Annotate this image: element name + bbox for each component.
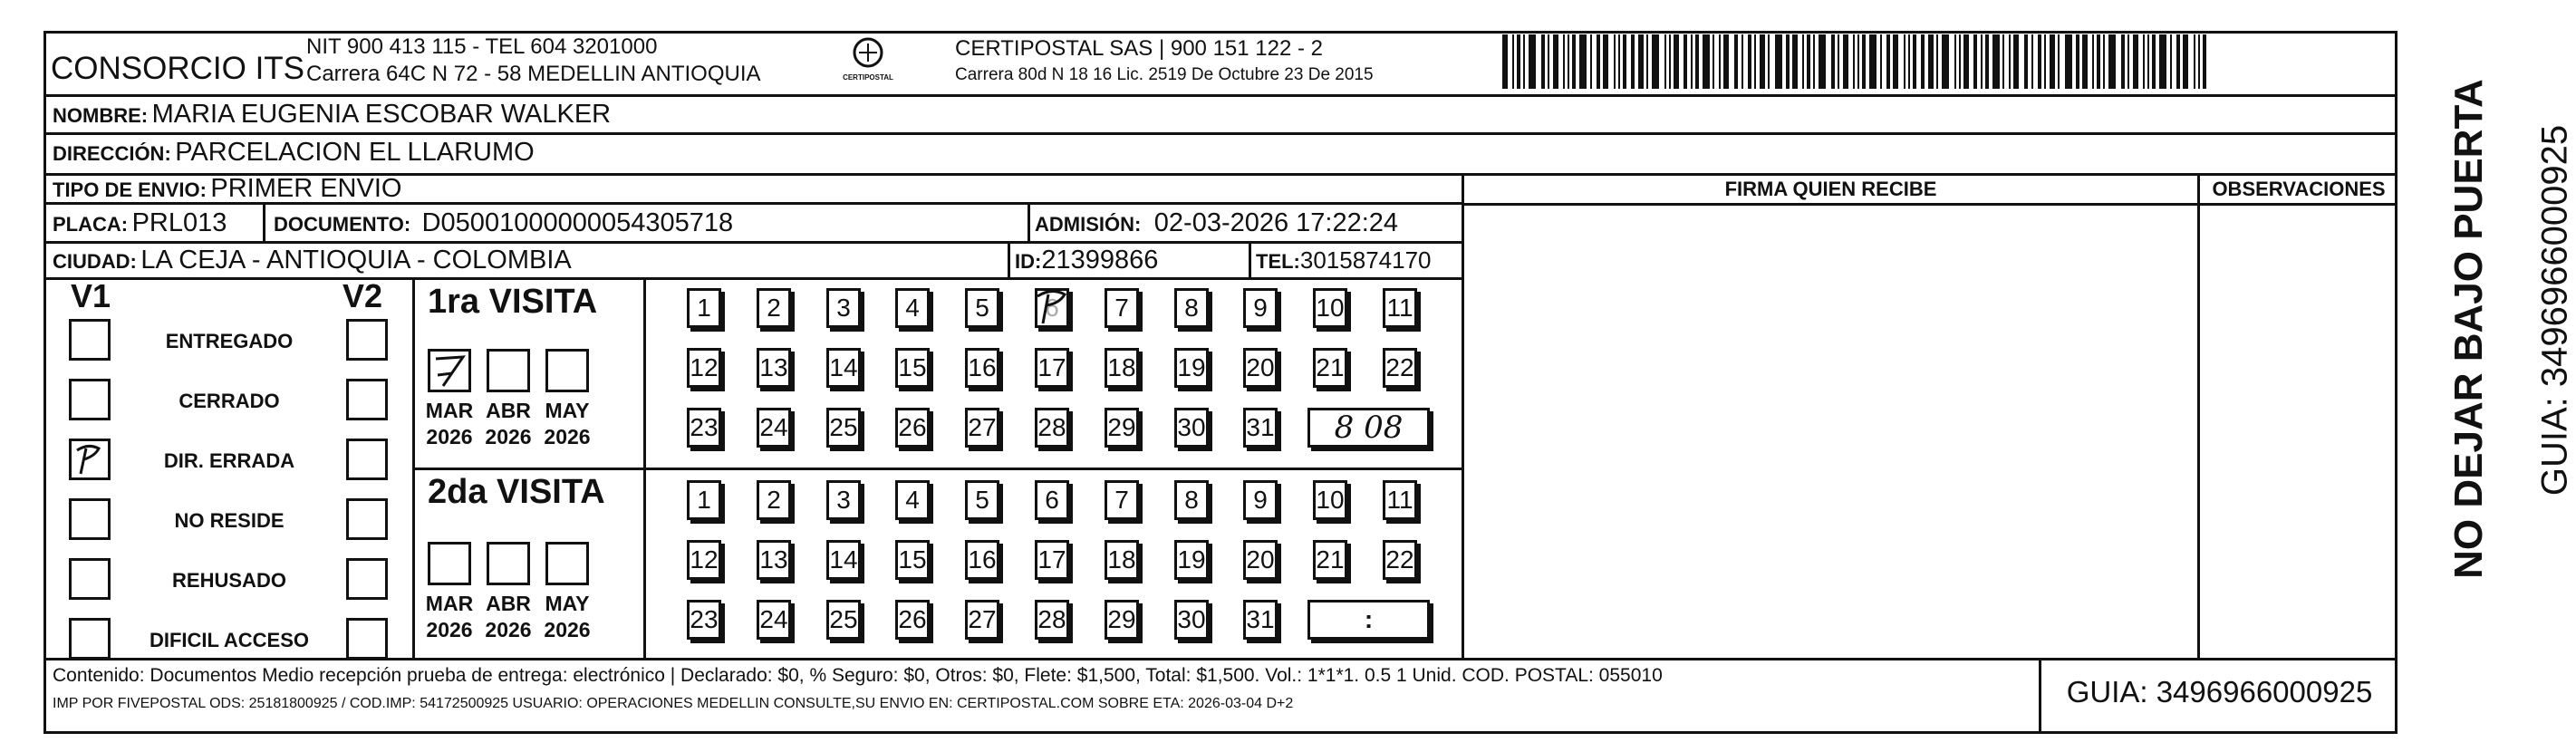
day-box[interactable]: 25 <box>826 408 861 448</box>
day-box[interactable]: 19 <box>1174 540 1209 580</box>
v2-label: V2 <box>343 277 383 314</box>
observaciones-header: OBSERVACIONES <box>2212 178 2386 200</box>
nombre-field <box>53 96 611 137</box>
day-box[interactable]: 15 <box>895 540 930 580</box>
day-box[interactable]: 20 <box>1243 348 1278 388</box>
status-label: DIR. ERRADA <box>163 449 295 472</box>
direccion-field <box>53 134 535 175</box>
ciudad-value: LA CEJA - ANTIOQUIA - COLOMBIA <box>140 246 572 275</box>
handwritten-mark-icon <box>430 352 468 390</box>
tipo-field <box>53 172 401 209</box>
day-box[interactable]: 30 <box>1174 408 1209 448</box>
day-box[interactable]: 1 <box>687 288 721 328</box>
day-box[interactable]: 25 <box>826 600 861 640</box>
month-label: MAY 2026 <box>544 592 591 641</box>
first-visit-time-box[interactable]: 8 08 <box>1307 408 1430 448</box>
day-box[interactable]: 4 <box>895 288 930 328</box>
day-box[interactable]: 27 <box>965 408 999 448</box>
placa-divider <box>263 203 265 241</box>
id-divider <box>1008 241 1010 277</box>
day-box[interactable]: 12 <box>687 348 721 388</box>
ciudad-field <box>53 243 572 282</box>
first-visit-title: 1ra VISITA <box>428 283 598 321</box>
day-box[interactable]: 22 <box>1383 348 1417 388</box>
tel-divider <box>1249 241 1251 277</box>
placa-value: PRL013 <box>131 208 227 237</box>
second-visit-time-box[interactable]: : <box>1307 600 1430 640</box>
id-field <box>1015 243 1158 282</box>
v1-checkbox[interactable] <box>69 498 111 540</box>
id-label: ID: <box>1015 250 1042 273</box>
footer-guia: GUIA: 3496966000925 <box>2066 675 2373 709</box>
v2-checkbox[interactable] <box>346 498 388 540</box>
day-box[interactable]: 24 <box>757 408 791 448</box>
month-label: ABR 2026 <box>485 399 532 448</box>
day-box[interactable]: 29 <box>1105 408 1139 448</box>
header-company-line1: NIT 900 413 115 - TEL 604 3201000 <box>306 34 658 59</box>
day-box[interactable]: 23 <box>687 600 721 640</box>
v2-checkbox[interactable] <box>346 379 388 420</box>
v1-checkbox[interactable] <box>69 558 111 600</box>
day-box[interactable]: 23 <box>687 408 721 448</box>
tel-value: 3015874170 <box>1299 246 1432 274</box>
month-label: MAR 2026 <box>425 399 474 448</box>
day-box[interactable]: 16 <box>965 540 999 580</box>
admision-divider <box>1028 203 1030 241</box>
col-line-obs <box>2197 173 2200 658</box>
v2-checkbox[interactable] <box>346 558 388 600</box>
day-box[interactable]: 6 <box>1035 288 1069 328</box>
day-box[interactable]: 8 <box>1174 480 1209 520</box>
status-row <box>43 317 410 371</box>
logo-text: CERTIPOSTAL <box>843 73 893 82</box>
day-box[interactable]: 31 <box>1243 408 1278 448</box>
day-box[interactable]: 13 <box>757 348 791 388</box>
day-box[interactable]: 19 <box>1174 348 1209 388</box>
v1-checkbox[interactable] <box>69 319 111 361</box>
id-value: 21399866 <box>1041 246 1159 275</box>
tel-label: TEL: <box>1256 250 1300 273</box>
day-box[interactable]: 9 <box>1243 288 1278 328</box>
day-box[interactable]: 14 <box>826 540 861 580</box>
status-label: NO RESIDE <box>174 509 285 532</box>
side-text <box>2410 36 2575 652</box>
day-box[interactable]: 20 <box>1243 540 1278 580</box>
day-box[interactable]: 18 <box>1105 540 1139 580</box>
day-box[interactable]: 28 <box>1035 408 1069 448</box>
status-row <box>43 377 410 431</box>
side-guia: GUIA: 3496966000925 <box>2534 124 2575 497</box>
day-box[interactable]: 27 <box>965 600 999 640</box>
documento-value: D05001000000054305718 <box>421 208 734 237</box>
status-label: REHUSADO <box>172 569 286 592</box>
header-carrier-line2: Carrera 80d N 18 16 Lic. 2519 De Octubre 23 De 2015 <box>955 65 1374 84</box>
day-box[interactable]: 17 <box>1035 540 1069 580</box>
day-box[interactable]: 8 <box>1174 288 1209 328</box>
day-box[interactable]: 3 <box>826 480 861 520</box>
certipostal-logo <box>837 36 899 89</box>
day-box[interactable]: 6 <box>1035 480 1069 520</box>
footer-imp: IMP POR FIVEPOSTAL ODS: 25181800925 / COD.IMP: 54172500925 USUARIO: OPERACIONES MEDELLIN CONSULTE,SU ENVIO EN: CERTIPOSTAL.COM SOBRE ETA: 2026-03-04 D+2 <box>53 696 1294 711</box>
day-box[interactable]: 26 <box>895 600 930 640</box>
month-checkbox-may[interactable] <box>545 542 589 585</box>
day-box[interactable]: 7 <box>1105 480 1139 520</box>
barcode <box>1502 34 2218 89</box>
day-box[interactable]: 4 <box>895 480 930 520</box>
day-box[interactable]: 12 <box>687 540 721 580</box>
month-label: ABR 2026 <box>485 592 532 641</box>
day-box[interactable]: 29 <box>1105 600 1139 640</box>
day-box[interactable]: 5 <box>965 480 999 520</box>
v2-checkbox[interactable] <box>346 618 388 660</box>
col-line-firma <box>1462 173 1464 658</box>
day-box[interactable]: 3 <box>826 288 861 328</box>
day-box[interactable]: 21 <box>1313 348 1347 388</box>
header-company: CONSORCIO ITS <box>51 51 305 86</box>
handwritten-check-icon <box>72 441 108 477</box>
admision-field <box>1035 205 1398 246</box>
header-carrier-line1: CERTIPOSTAL SAS | 900 151 122 - 2 <box>955 36 1323 61</box>
day-box[interactable]: 24 <box>757 600 791 640</box>
month-label: MAY 2026 <box>544 399 591 448</box>
day-box[interactable]: 17 <box>1035 348 1069 388</box>
status-label: DIFICIL ACCESO <box>149 629 309 651</box>
status-row <box>43 556 410 611</box>
day-box[interactable]: 13 <box>757 540 791 580</box>
day-box[interactable]: 14 <box>826 348 861 388</box>
day-box[interactable]: 26 <box>895 408 930 448</box>
documento-label: DOCUMENTO: <box>274 213 411 236</box>
second-visit-title: 2da VISITA <box>428 473 605 511</box>
v1-checkbox[interactable] <box>69 618 111 660</box>
placa-field <box>53 205 227 246</box>
tel-field <box>1256 243 1432 282</box>
status-row <box>43 497 410 551</box>
side-warning: NO DEJAR BAJO PUERTA <box>2446 79 2491 579</box>
day-box[interactable]: 18 <box>1105 348 1139 388</box>
status-row <box>43 616 410 670</box>
handwritten-mark-icon <box>1032 285 1072 327</box>
day-box[interactable]: 2 <box>757 288 791 328</box>
v1-checkbox[interactable] <box>69 439 111 480</box>
ciudad-label: CIUDAD: <box>53 250 137 273</box>
header-company-line2: Carrera 64C N 72 - 58 MEDELLIN ANTIOQUIA <box>306 62 761 86</box>
day-box[interactable]: 30 <box>1174 600 1209 640</box>
status-row <box>43 437 410 491</box>
day-box[interactable]: 11 <box>1383 480 1417 520</box>
logo-emblem-icon <box>846 36 890 72</box>
v1-label: V1 <box>71 277 111 314</box>
day-box[interactable]: 5 <box>965 288 999 328</box>
v2-checkbox[interactable] <box>346 319 388 361</box>
visit-divider-horizontal <box>412 468 1462 470</box>
month-label: MAR 2026 <box>425 592 474 641</box>
v1-checkbox[interactable] <box>69 379 111 420</box>
day-box[interactable]: 10 <box>1313 288 1347 328</box>
direccion-value: PARCELACION EL LLARUMO <box>175 138 535 167</box>
day-box[interactable]: 11 <box>1383 288 1417 328</box>
firma-header: FIRMA QUIEN RECIBE <box>1724 178 1937 200</box>
day-box[interactable]: 9 <box>1243 480 1278 520</box>
footer-guia-box <box>2039 660 2398 734</box>
tipo-value: PRIMER ENVIO <box>210 174 402 203</box>
v2-checkbox[interactable] <box>346 439 388 480</box>
month-checkbox-mar[interactable] <box>428 542 471 585</box>
day-box[interactable]: 31 <box>1243 600 1278 640</box>
day-box[interactable]: 28 <box>1035 600 1069 640</box>
footer-contenido: Contenido: Documentos Medio recepción prueba de entrega: electrónico | Declarado: $0, % Seguro: $0, Otros: $0, Flete: $1,500, Total: $1,500. Vol.: 1*1*1. 0.5 1 Unid. COD. POSTAL: 055010 <box>53 665 1663 686</box>
month-checkbox-may[interactable] <box>545 349 589 392</box>
documento-field <box>274 205 733 246</box>
nombre-value: MARIA EUGENIA ESCOBAR WALKER <box>151 100 612 129</box>
day-box[interactable]: 22 <box>1383 540 1417 580</box>
admision-label: ADMISIÓN: <box>1035 213 1142 236</box>
day-box[interactable]: 15 <box>895 348 930 388</box>
month-checkbox-abr[interactable] <box>487 542 530 585</box>
admision-value: 02-03-2026 17:22:24 <box>1153 208 1399 237</box>
month-checkbox-abr[interactable] <box>487 349 530 392</box>
col-header-line <box>1462 203 2398 206</box>
day-box[interactable]: 1 <box>687 480 721 520</box>
status-label: ENTREGADO <box>165 330 294 352</box>
day-box[interactable]: 16 <box>965 348 999 388</box>
tipo-label: TIPO DE ENVIO: <box>53 178 207 201</box>
month-checkbox-mar[interactable] <box>428 349 471 392</box>
day-box[interactable]: 2 <box>757 480 791 520</box>
day-box[interactable]: 10 <box>1313 480 1347 520</box>
placa-label: PLACA: <box>53 213 129 236</box>
day-box[interactable]: 21 <box>1313 540 1347 580</box>
nombre-label: NOMBRE: <box>53 104 149 127</box>
status-label: CERRADO <box>178 390 280 412</box>
direccion-label: DIRECCIÓN: <box>53 142 171 165</box>
day-box[interactable]: 7 <box>1105 288 1139 328</box>
